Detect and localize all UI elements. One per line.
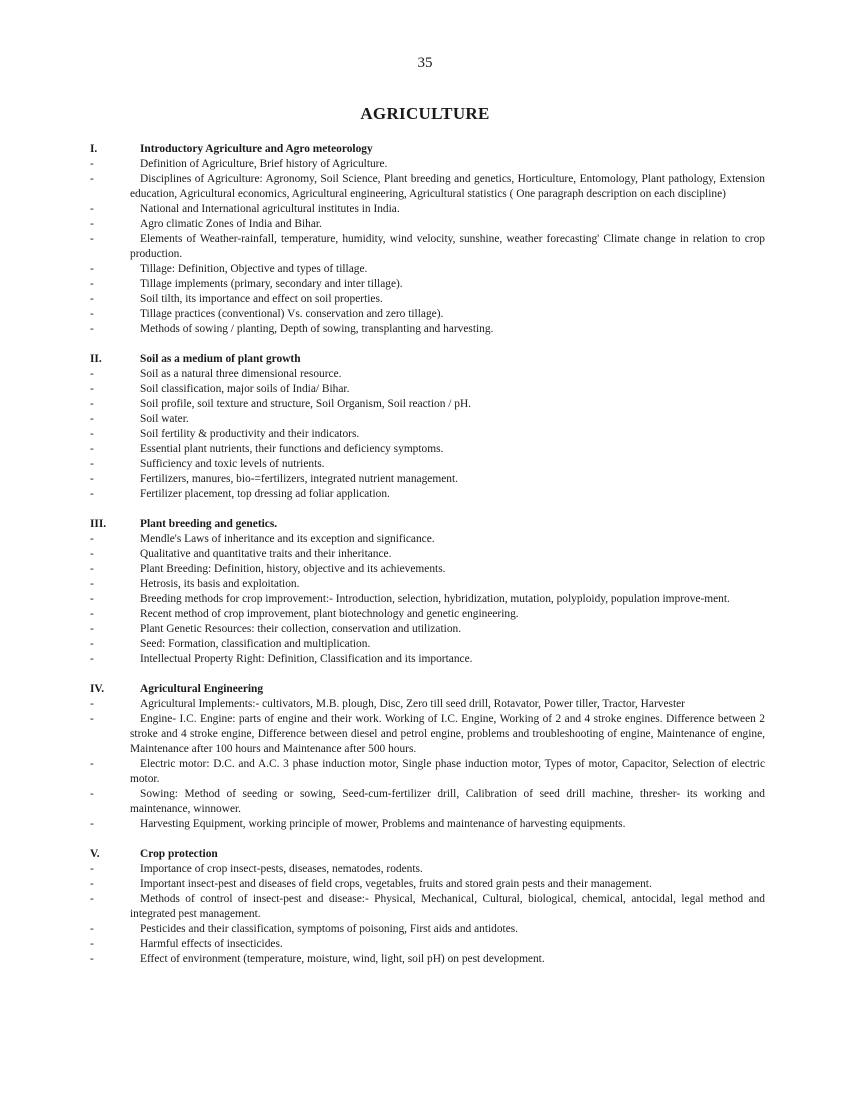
- syllabus-section: [90, 142, 765, 337]
- list-item-text: Fertilizer placement, top dressing ad foliar application.: [140, 488, 390, 500]
- section-numeral: I.: [90, 143, 98, 155]
- bullet-dash: -: [90, 953, 94, 965]
- list-item: [90, 217, 765, 232]
- list-item-text: Tillage implements (primary, secondary and inter tillage).: [140, 278, 403, 290]
- list-item: [90, 862, 765, 877]
- list-item-text: Pesticides and their classification, symptoms of poisoning, First aids and antidotes.: [140, 923, 519, 935]
- list-item-text: Electric motor: D.C. and A.C. 3 phase induction motor, Single phase induction motor, Types of motor, Capacitor, Selection of electric motor.: [130, 758, 765, 785]
- list-item: [90, 877, 765, 892]
- list-item-text: National and International agricultural institutes in India.: [140, 203, 400, 215]
- list-item: [90, 472, 765, 487]
- section-title: Plant breeding and genetics.: [140, 518, 278, 530]
- list-item: [90, 457, 765, 472]
- list-item-text: Harmful effects of insecticides.: [140, 938, 283, 950]
- bullet-dash: -: [90, 818, 94, 830]
- bullet-dash: -: [90, 413, 94, 425]
- bullet-dash: -: [90, 878, 94, 890]
- syllabus-content: [90, 142, 765, 982]
- list-item: [90, 757, 765, 787]
- list-item: [90, 382, 765, 397]
- bullet-dash: -: [90, 938, 94, 950]
- list-item-text: Tillage: Definition, Objective and types of tillage.: [140, 263, 368, 275]
- list-item: [90, 322, 765, 337]
- bullet-dash: -: [90, 788, 94, 800]
- list-item: [90, 937, 765, 952]
- list-item-text: Hetrosis, its basis and exploitation.: [140, 578, 300, 590]
- list-item: [90, 442, 765, 457]
- section-heading: [90, 847, 765, 862]
- page-number: 35: [417, 55, 433, 71]
- section-title: Soil as a medium of plant growth: [140, 353, 301, 365]
- section-heading: [90, 352, 765, 367]
- list-item: [90, 592, 765, 607]
- bullet-dash: -: [90, 893, 94, 905]
- list-item: [90, 817, 765, 832]
- list-item-text: Harvesting Equipment, working principle of mower, Problems and maintenance of harvesting equipments.: [140, 818, 626, 830]
- list-item-text: Soil water.: [140, 413, 189, 425]
- list-item: [90, 172, 765, 202]
- list-item-text: Essential plant nutrients, their functions and deficiency symptoms.: [140, 443, 444, 455]
- list-item-text: Importance of crop insect-pests, diseases, nematodes, rodents.: [140, 863, 423, 875]
- list-item: [90, 697, 765, 712]
- list-item-text: Soil profile, soil texture and structure, Soil Organism, Soil reaction / pH.: [140, 398, 472, 410]
- list-item-text: Plant Breeding: Definition, history, objective and its achievements.: [140, 563, 446, 575]
- bullet-dash: -: [90, 293, 94, 305]
- list-item-text: Seed: Formation, classification and multiplication.: [140, 638, 371, 650]
- bullet-dash: -: [90, 623, 94, 635]
- section-heading: [90, 142, 765, 157]
- list-item-text: Tillage practices (conventional) Vs. conservation and zero tillage).: [140, 308, 444, 320]
- bullet-dash: -: [90, 443, 94, 455]
- bullet-dash: -: [90, 233, 94, 245]
- bullet-dash: -: [90, 713, 94, 725]
- bullet-dash: -: [90, 923, 94, 935]
- list-item: [90, 367, 765, 382]
- bullet-dash: -: [90, 158, 94, 170]
- list-item-text: Elements of Weather-rainfall, temperature, humidity, wind velocity, sunshine, weather forecasting' Climate change in relation to crop production.: [130, 233, 765, 260]
- list-item-text: Effect of environment (temperature, moisture, wind, light, soil pH) on pest development.: [140, 953, 545, 965]
- bullet-dash: -: [90, 758, 94, 770]
- list-item-text: Soil classification, major soils of India/ Bihar.: [140, 383, 350, 395]
- bullet-dash: -: [90, 653, 94, 665]
- bullet-dash: -: [90, 533, 94, 545]
- list-item: [90, 547, 765, 562]
- bullet-dash: -: [90, 323, 94, 335]
- syllabus-section: [90, 517, 765, 667]
- bullet-dash: -: [90, 698, 94, 710]
- syllabus-section: [90, 847, 765, 967]
- list-item: [90, 637, 765, 652]
- list-item-text: Methods of sowing / planting, Depth of sowing, transplanting and harvesting.: [140, 323, 494, 335]
- list-item-text: Qualitative and quantitative traits and their inheritance.: [140, 548, 392, 560]
- list-item: [90, 412, 765, 427]
- bullet-dash: -: [90, 473, 94, 485]
- list-item-text: Soil as a natural three dimensional resource.: [140, 368, 342, 380]
- list-item-text: Engine- I.C. Engine: parts of engine and their work. Working of I.C. Engine, Working of 2 and 4 stroke engines. Difference between 2 stroke and 4 stroke engine, Difference between diesel and petrol engine, problems and troubleshooting of engine, Maintenance of engine, Maintenance after 100 hours and Maintenance after 500 hours.: [130, 713, 765, 755]
- section-title: Agricultural Engineering: [140, 683, 264, 695]
- list-item-text: Sufficiency and toxic levels of nutrients.: [140, 458, 325, 470]
- list-item-text: Plant Genetic Resources: their collection, conservation and utilization.: [140, 623, 462, 635]
- list-item-text: Agricultural Implements:- cultivators, M.B. plough, Disc, Zero till seed drill, Rotavator, Power tiller, Tractor, Harvester: [140, 698, 685, 710]
- list-item: [90, 262, 765, 277]
- list-item-text: Soil tilth, its importance and effect on soil properties.: [140, 293, 383, 305]
- bullet-dash: -: [90, 263, 94, 275]
- section-title: Crop protection: [140, 848, 218, 860]
- bullet-dash: -: [90, 548, 94, 560]
- bullet-dash: -: [90, 563, 94, 575]
- list-item: [90, 607, 765, 622]
- list-item: [90, 892, 765, 922]
- section-numeral: II.: [90, 353, 102, 365]
- page-title: AGRICULTURE: [360, 104, 490, 123]
- list-item-text: Agro climatic Zones of India and Bihar.: [140, 218, 322, 230]
- list-item: [90, 652, 765, 667]
- list-item-text: Disciplines of Agriculture: Agronomy, Soil Science, Plant breeding and genetics, Horticulture, Entomology, Plant pathology, Extension education, Agricultural economics, Agricultural engineering, Agricultural statistics ( One paragraph description on each discipline): [130, 173, 765, 200]
- list-item-text: Intellectual Property Right: Definition, Classification and its importance.: [140, 653, 473, 665]
- list-item: [90, 397, 765, 412]
- list-item: [90, 487, 765, 502]
- list-item: [90, 292, 765, 307]
- list-item-text: Definition of Agriculture, Brief history of Agriculture.: [140, 158, 388, 170]
- list-item: [90, 712, 765, 757]
- section-title: Introductory Agriculture and Agro meteorology: [140, 143, 373, 155]
- list-item-text: Methods of control of insect-pest and disease:- Physical, Mechanical, Cultural, biological, chemical, antocidal, legal method and integrated pest management.: [130, 893, 765, 920]
- list-item: [90, 202, 765, 217]
- bullet-dash: -: [90, 863, 94, 875]
- section-numeral: V.: [90, 848, 100, 860]
- syllabus-section: [90, 352, 765, 502]
- bullet-dash: -: [90, 593, 94, 605]
- bullet-dash: -: [90, 203, 94, 215]
- section-numeral: IV.: [90, 683, 105, 695]
- list-item: [90, 232, 765, 262]
- list-item: [90, 532, 765, 547]
- bullet-dash: -: [90, 383, 94, 395]
- list-item-text: Breeding methods for crop improvement:- Introduction, selection, hybridization, mutation, polyploidy, population improve-ment.: [140, 593, 730, 605]
- bullet-dash: -: [90, 368, 94, 380]
- list-item: [90, 562, 765, 577]
- bullet-dash: -: [90, 428, 94, 440]
- bullet-dash: -: [90, 458, 94, 470]
- list-item-text: Fertilizers, manures, bio-=fertilizers, integrated nutrient management.: [140, 473, 458, 485]
- list-item: [90, 952, 765, 967]
- list-item-text: Sowing: Method of seeding or sowing, Seed-cum-fertilizer drill, Calibration of seed drill machine, thresher- its working and maintenance, winnower.: [130, 788, 765, 815]
- list-item: [90, 577, 765, 592]
- list-item: [90, 922, 765, 937]
- section-heading: [90, 682, 765, 697]
- list-item: [90, 277, 765, 292]
- list-item: [90, 787, 765, 817]
- list-item-text: Important insect-pest and diseases of field crops, vegetables, fruits and stored grain pests and their management.: [140, 878, 652, 890]
- list-item: [90, 622, 765, 637]
- bullet-dash: -: [90, 308, 94, 320]
- bullet-dash: -: [90, 638, 94, 650]
- bullet-dash: -: [90, 278, 94, 290]
- list-item: [90, 307, 765, 322]
- syllabus-section: [90, 682, 765, 832]
- bullet-dash: -: [90, 218, 94, 230]
- bullet-dash: -: [90, 488, 94, 500]
- list-item-text: Recent method of crop improvement, plant biotechnology and genetic engineering.: [140, 608, 519, 620]
- bullet-dash: -: [90, 608, 94, 620]
- list-item: [90, 157, 765, 172]
- section-numeral: III.: [90, 518, 107, 530]
- list-item-text: Soil fertility & productivity and their indicators.: [140, 428, 360, 440]
- bullet-dash: -: [90, 173, 94, 185]
- bullet-dash: -: [90, 398, 94, 410]
- bullet-dash: -: [90, 578, 94, 590]
- list-item: [90, 427, 765, 442]
- section-heading: [90, 517, 765, 532]
- list-item-text: Mendle's Laws of inheritance and its exception and significance.: [140, 533, 435, 545]
